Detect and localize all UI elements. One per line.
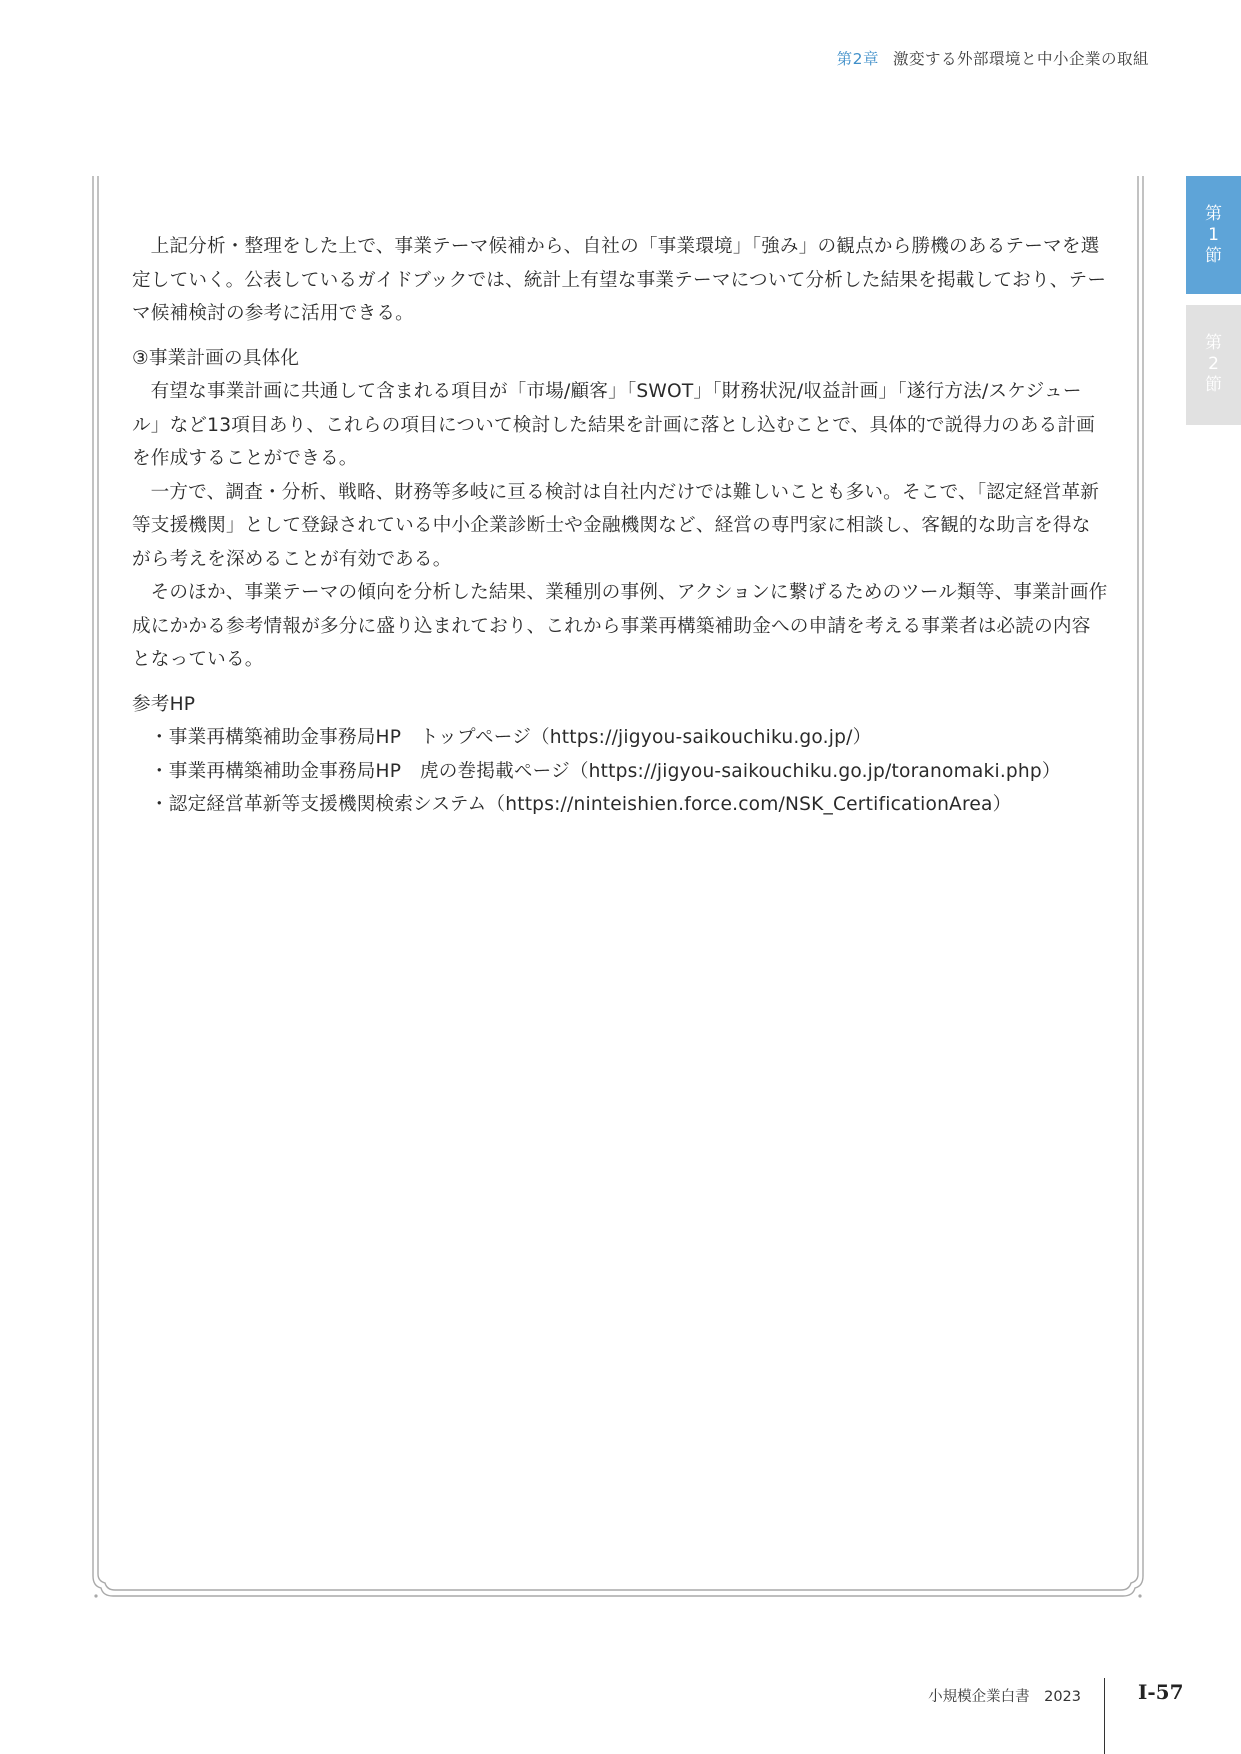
paragraph-intro: 上記分析・整理をした上で、事業テーマ候補から、自社の「事業環境」「強み」の観点から勝機のあるテーマを選定していく。公表しているガイドブックでは、統計上有望な事業テーマについて分析した結果を掲載しており、テーマ候補検討の参考に活用できる。 [132,236,1107,324]
section-heading: ③事業計画の具体化 [132,347,300,369]
section-tab-1-char: 第 [1205,204,1222,224]
section-tab-1[interactable] [1186,176,1241,294]
publication-title: 小規模企業白書 2023 [928,1689,1081,1705]
main-content [132,230,1108,822]
page-number: I-57 [1138,1680,1184,1704]
chapter-number: 第2章 [836,50,879,68]
section-tab-2-num: 2 [1208,354,1219,374]
chapter-title: 激変する外部環境と中小企業の取組 [892,50,1149,68]
section-tab-2[interactable] [1186,305,1241,425]
paragraph-support-agencies: 一方で、調査・分析、戦略、財務等多岐に亘る検討は自社内だけでは難しいことも多い。そこで、「認定経営革新等支援機関」として登録されている中小企業診断士や金融機関など、経営の専門家に相談し、客観的な助言を得ながら考えを深めることが有効である。 [132,481,1100,570]
reference-link-top-page[interactable]: ・事業再構築補助金事務局HP トップページ（https://jigyou-saikouchiku.go.jp/） [150,727,872,748]
reference-link-search-system[interactable]: ・認定経営革新等支援機関検索システム（https://ninteishien.force.com/NSK_CertificationArea） [150,794,1012,815]
section-tab-2-char: 節 [1205,375,1222,395]
footer-divider [1104,1678,1105,1754]
references-list [132,721,1108,822]
section-tab-1-char: 節 [1205,246,1222,266]
references-title: 参考HP [132,693,196,715]
running-header [837,47,1149,69]
paragraph-guidebook: そのほか、事業テーマの傾向を分析した結果、業種別の事例、アクションに繋げるためのツール類等、事業計画作成にかかる参考情報が多分に盛り込まれており、これから事業再構築補助金への申請を考える事業者は必読の内容となっている。 [132,582,1108,670]
section-tab-2-char: 第 [1205,333,1222,353]
paragraph-plan-items: 有望な事業計画に共通して含まれる項目が「市場/顧客」「SWOT」「財務状況/収益計画」「遂行方法/スケジュール」など13項目あり、これらの項目について検討した結果を計画に落とし込むことで、具体的で説得力のある計画を作成することができる。 [132,381,1096,469]
references-block [132,688,1108,822]
reference-link-toranomaki[interactable]: ・事業再構築補助金事務局HP 虎の巻掲載ページ（https://jigyou-saikouchiku.go.jp/toranomaki.php） [150,760,1061,782]
section-tab-1-num: 1 [1208,225,1219,245]
